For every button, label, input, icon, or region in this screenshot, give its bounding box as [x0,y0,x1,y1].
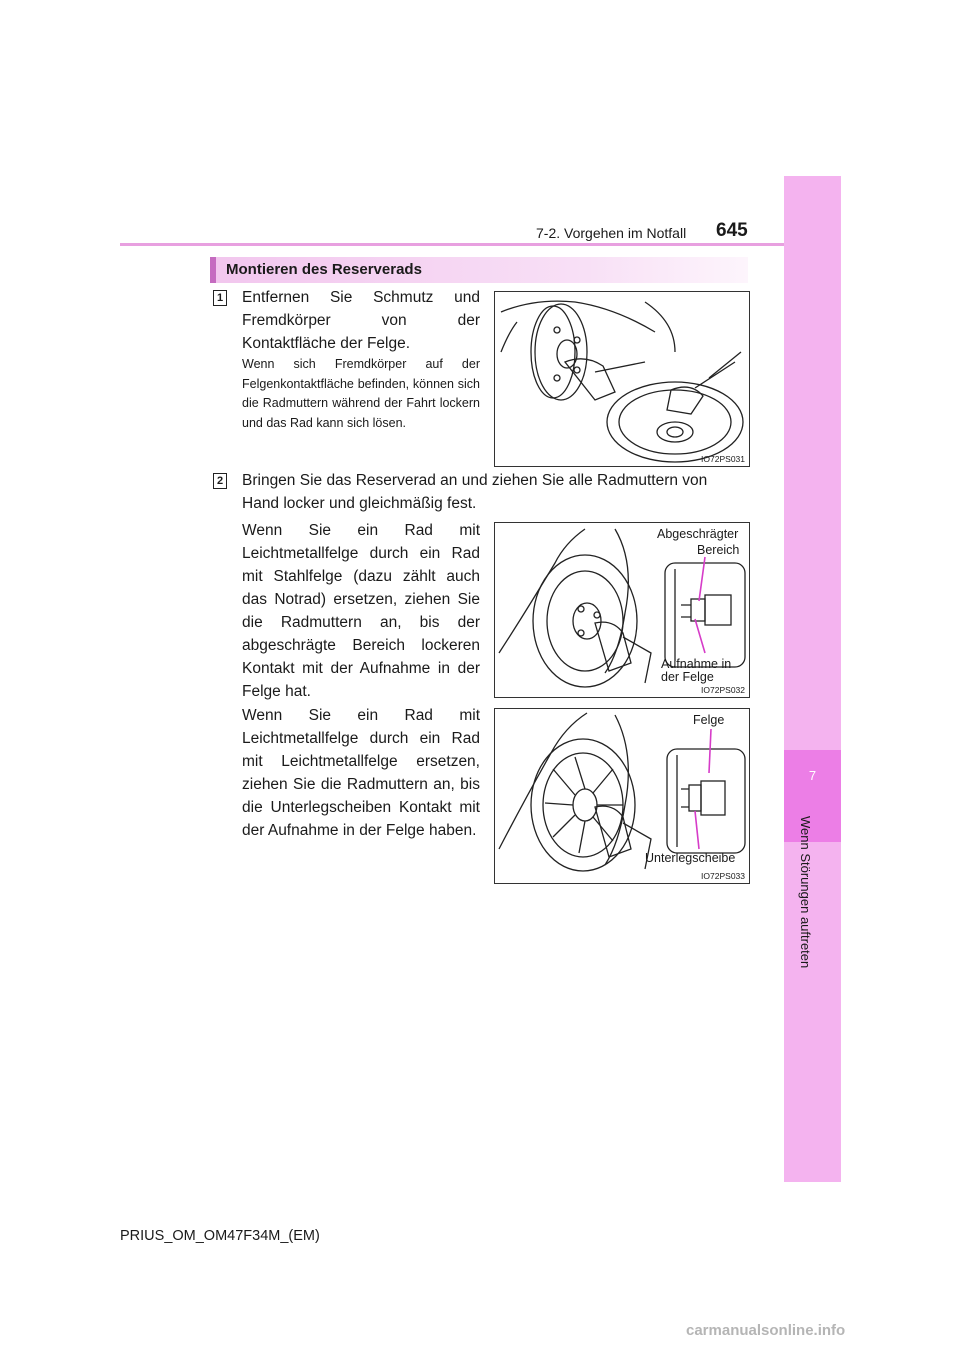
step-2-sub-2-text: Wenn Sie ein Rad mit Leichtmetallfelge durch ein Rad mit Leichtmetallfelge ersetzen, ziehen Sie die Radmuttern an, bis die Unterlegscheiben Kontakt mit der Aufnahme in der Felge haben. [242,707,480,839]
header-rule [120,243,784,246]
callout-washer: Unterlegscheibe [645,851,736,865]
step-2-text: Bringen Sie das Reserverad an und ziehen Sie alle Radmuttern von Hand locker und gleichmäßig fest. [242,472,708,512]
callout-seat-line1: Aufnahme in [661,657,732,671]
clean-rim-illustration [495,292,749,466]
chapter-number: 7 [808,768,817,783]
watermark: carmanualsonline.info [686,1322,846,1339]
figure-clean-rim [494,291,750,467]
figure-id: IO72PS032 [701,685,745,695]
step-number-2: 2 [213,473,227,489]
section-title: Montieren des Reserverads [226,261,422,278]
step-number-1: 1 [213,290,227,306]
step-2-sub-1-text: Wenn Sie ein Rad mit Leichtmetallfelge durch ein Rad mit Stahlfelge (dazu zählt auch das Notrad) ersetzen, ziehen Sie die Radmuttern an, bis der abgeschrägte Bereich lockeren Kontakt mit der Aufnahme in der Felge hat. [242,522,480,700]
chapter-side-tab [784,176,841,1182]
figure-steel-rim-nut [494,522,750,698]
callout-seat-line2: der Felge [661,670,714,684]
figure-id: IO72PS031 [701,454,745,464]
chapter-title: Wenn Störungen auftreten [798,816,813,969]
callout-chamfer-line2: Bereich [697,543,740,557]
step-1-note: Wenn sich Fremdkörper auf der Felgenkontaktfläche befinden, können sich die Radmuttern während der Fahrt lockern und das Rad kann sich lösen. [242,357,480,430]
figure-alloy-rim-nut [494,708,750,884]
page-number: 645 [716,220,748,241]
footer-document-code: PRIUS_OM_OM47F34M_(EM) [120,1228,320,1244]
section-accent [210,257,216,283]
step-1-text: Entfernen Sie Schmutz und Fremdkörper von der Kontaktfläche der Felge. [242,289,480,352]
callout-chamfer-line1: Abgeschrägter [657,527,739,541]
header-section: 7-2. Vorgehen im Notfall [536,225,687,241]
callout-rim: Felge [693,713,725,727]
figure-id: IO72PS033 [701,871,745,881]
section-header-bar [210,257,748,283]
